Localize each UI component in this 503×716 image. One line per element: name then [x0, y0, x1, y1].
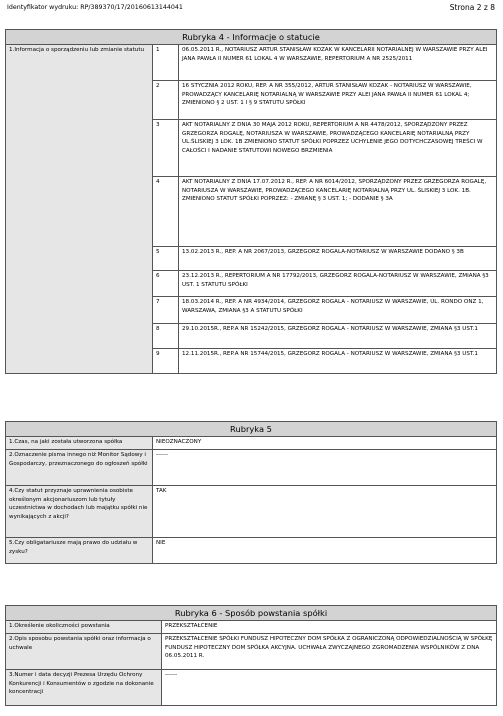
entry-text: 18.03.2014 R., REP. A NR 4934/2014, GRZEGORZ ROGALA - NOTARIUSZ W WARSZAWIE, UL. RONDO ONZ 1, WARSZAWA, ZMIANA §3 A STATUTU SPÓŁKI: [179, 297, 497, 324]
row-label: 2.Oznaczenie pisma innego niż Monitor Sądowy i Gospodarczy, przeznaczonego do ogłoszeń spółki: [6, 450, 153, 486]
print-identifier: Identyfikator wydruku: RP/389370/17/20160613144041: [7, 4, 183, 11]
rubryka-5-table: [5, 421, 497, 564]
entry-number: 8: [153, 324, 179, 349]
rubryka-4-table: [5, 29, 497, 374]
row-value: ------: [153, 450, 497, 486]
entry-number: 4: [153, 177, 179, 247]
entry-text: 29.10.2015R., REP.A NR 15242/2015, GRZEGORZ ROGALA - NOTARIUSZ W WARSZAWIE, ZMIANA §3 UST.1: [179, 324, 497, 349]
entry-text: 16 STYCZNIA 2012 ROKU, REP. A NR 355/2012, ARTUR STANISŁAW KOZAK - NOTARIUSZ W WARSZAWIE, PROWADZĄCY KANCELARIĘ NOTARIALNĄ W WARSZAWIE PRZY ALEI JANA PAWŁA II NUMER 61 LOKAL 4; ZMIENIONO § 2 UST. 1 I § 9 STATUTU SPÓŁKI: [179, 81, 497, 120]
entry-number: 7: [153, 297, 179, 324]
rubryka-4-title: Rubryka 4 - Informacje o statucie: [6, 30, 497, 45]
entry-number: 2: [153, 81, 179, 120]
entry-number: 5: [153, 247, 179, 271]
row-value: NIEOZNACZONY: [153, 437, 497, 450]
rubryka-5-title: Rubryka 5: [6, 422, 497, 437]
row-label: 4.Czy statut przyznaje uprawnienia osobiste określonym akcjonariuszom lub tytuły uczestnictwa w dochodach lub majątku spółki nie wynikających z akcji?: [6, 486, 153, 538]
row-value: TAK: [153, 486, 497, 538]
entry-text: 06.05.2011 R., NOTARIUSZ ARTUR STANISŁAW KOZAK W KANCELARII NOTARIALNEJ W WARSZAWIE PRZY ALEI JANA PAWŁA II NUMER 61 LOKAL 4 W WARSZAWIE, REPERTORIUM A NR 2525/2011: [179, 45, 497, 81]
entry-number: 3: [153, 120, 179, 177]
rubryka-6-table: [5, 605, 497, 706]
entry-text: 12.11.2015R., REP.A NR 15744/2015, GRZEGORZ ROGALA - NOTARIUSZ W WARSZAWIE, ZMIANA §3 UST.1: [179, 349, 497, 374]
row-label: 1.Czas, na jaki została utworzona spółka: [6, 437, 153, 450]
row-label: 5.Czy obligatariusze mają prawo do udziału w zysku?: [6, 538, 153, 564]
row-label: 3.Numer i data decyzji Prezesa Urzędu Ochrony Konkurencji i Konsumentów o zgodzie na dokonanie koncentracji: [6, 670, 162, 706]
entry-text: AKT NOTARIALNY Z DNIA 17.07.2012 R., REP. A NR 6014/2012, SPORZĄDZONY PRZEZ GRZEGORZA ROGALĘ, NOTARIUSZA W WARSZAWIE, PROWADZĄCEGO KANCELARIĘ NOTARIALNĄ PRZY UL. ŚLISKIEJ 3 LOK. 1B. ZMIENIONO STATUT SPÓŁKI POPRZEZ: - ZMIANĘ § 3 UST. 1; - DODANIE § 3A: [179, 177, 497, 247]
entry-number: 1: [153, 45, 179, 81]
entry-text: 13.02.2013 R., REP. A NR 2067/2013, GRZEGORZ ROGALA-NOTARIUSZ W WARSZAWIE DODANO § 3B: [179, 247, 497, 271]
page-number: Strona 2 z 8: [449, 3, 495, 12]
row-label: 2.Opis sposobu powstania spółki oraz informacja o uchwale: [6, 634, 162, 670]
entry-text: 23.12.2013 R., REPERTORIUM A NR 17792/2013, GRZEGORZ ROGALA-NOTARIUSZ W WARSZAWIE, ZMIANA §3 UST. 1 STATUTU SPÓŁKI: [179, 271, 497, 297]
entry-text: AKT NOTARIALNY Z DNIA 30 MAJA 2012 ROKU, REPERTORIUM A NR 4478/2012, SPORZĄDZONY PRZEZ GRZEGORZA ROGALĘ, NOTARIUSZA W WARSZAWIE, PROWADZĄCEGO KANCELARIĘ NOTARIALNĄ PRZY UL.ŚLISKIEJ 3 LOK. 1B ZMIENIONO STATUT SPÓŁKI POPRZEZ UCHYLENIE JEGO DOTYCHCZASOWEJ TREŚCI W CAŁOŚCI I NADANIE STATUTOWI NOWEGO BRZMIENIA: [179, 120, 497, 177]
row-label: 1.Określenie okoliczności powstania: [6, 621, 162, 634]
row-value: PRZEKSZTAŁCENIE SPÓŁKI FUNDUSZ HIPOTECZNY DOM SPÓŁKA Z OGRANICZONĄ ODPOWIEDZIALNOŚCIĄ W SPÓŁKĘ FUNDUSZ HIPOTECZNY DOM SPÓŁKA AKCYJNA. UCHWAŁA ZWYCZAJNEGO ZGROMADZENIA WSPÓLNIKÓW Z DNA 06.05.2011 R.: [162, 634, 497, 670]
rubryka-6-title: Rubryka 6 - Sposób powstania spółki: [6, 606, 497, 621]
row-value: NIE: [153, 538, 497, 564]
entry-number: 6: [153, 271, 179, 297]
row-value: PRZEKSZTAŁCENIE: [162, 621, 497, 634]
statute-info-label: 1.Informacja o sporządzeniu lub zmianie statutu: [6, 45, 153, 374]
entry-number: 9: [153, 349, 179, 374]
row-value: ------: [162, 670, 497, 706]
